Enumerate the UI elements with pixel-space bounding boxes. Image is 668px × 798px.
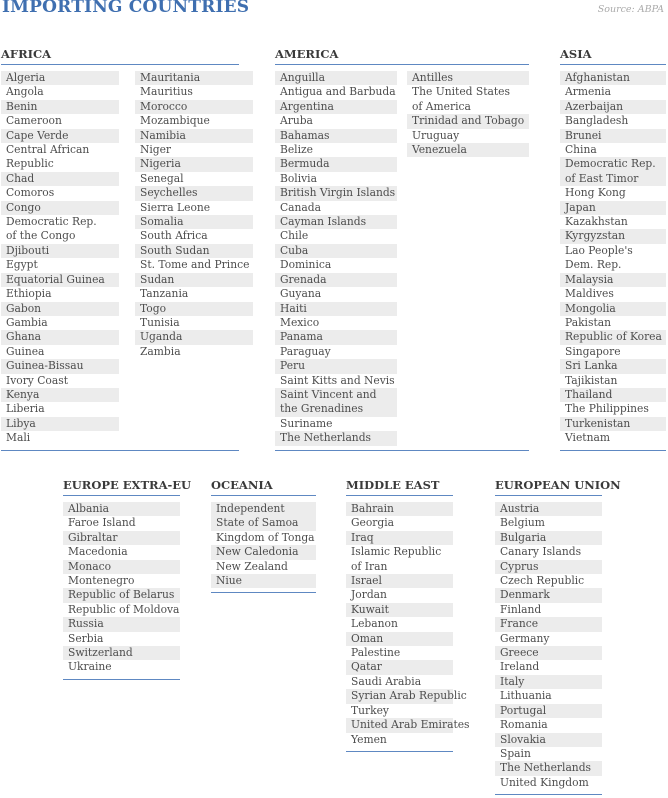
country-item: Armenia — [565, 85, 611, 99]
country-item: Gabon — [1, 302, 119, 316]
country-item: Saint Kitts and Nevis — [280, 373, 395, 387]
country-column — [275, 71, 397, 446]
region-top-rule — [1, 64, 239, 65]
country-item: Afghanistan — [560, 71, 666, 85]
country-item: Denmark — [495, 588, 602, 602]
country-item: Antigua and Barbuda — [280, 85, 396, 99]
country-item: Iraq — [346, 531, 453, 545]
region-title: MIDDLE EAST — [346, 478, 440, 492]
country-item: New Zealand — [216, 559, 288, 573]
country-item: China — [565, 143, 597, 157]
country-column — [63, 502, 180, 675]
region-top-rule — [275, 64, 529, 65]
region-bottom-rule — [346, 751, 453, 752]
country-item: Republic of Moldova — [68, 602, 180, 616]
country-item: Guinea-Bissau — [1, 359, 119, 373]
country-item: Sri Lanka — [560, 359, 666, 373]
country-item: Kenya — [1, 388, 119, 402]
country-item: Ireland — [500, 660, 540, 674]
country-item: Republic of Korea — [560, 330, 666, 344]
country-item: Togo — [135, 302, 253, 316]
country-item: Mozambique — [140, 114, 210, 128]
country-item: Macedonia — [68, 545, 128, 559]
country-item: Islamic Republic — [351, 545, 442, 559]
country-column — [346, 502, 470, 747]
country-item: Dem. Rep. — [565, 258, 622, 272]
country-item: Vietnam — [565, 431, 610, 445]
country-item: Anguilla — [275, 71, 397, 85]
country-item: Austria — [495, 502, 602, 516]
country-item: United Kingdom — [500, 775, 589, 789]
country-item: State of Samoa — [211, 516, 316, 530]
country-item: Tunisia — [140, 315, 180, 329]
region-title: ASIA — [560, 47, 592, 61]
country-item: Faroe Island — [68, 516, 136, 530]
country-item: Djibouti — [1, 244, 119, 258]
country-item: Saint Vincent and — [275, 388, 397, 402]
country-column — [495, 502, 602, 790]
country-item: Libya — [1, 417, 119, 431]
country-item: Yemen — [351, 732, 387, 746]
country-item: Kyrgyzstan — [560, 229, 666, 243]
country-item: Liberia — [6, 402, 45, 416]
country-item: Ghana — [1, 330, 119, 344]
country-item: Kuwait — [346, 603, 453, 617]
country-item: Benin — [1, 100, 119, 114]
country-item: of Iran — [351, 559, 388, 573]
country-item: Bulgaria — [495, 531, 602, 545]
region-bottom-rule — [211, 592, 316, 593]
country-item: Gibraltar — [63, 531, 180, 545]
country-item: St. Tome and Prince — [140, 258, 250, 272]
country-item: Albania — [63, 502, 180, 516]
country-item: Equatorial Guinea — [1, 273, 119, 287]
country-item: Belize — [280, 143, 313, 157]
country-item: Cayman Islands — [275, 215, 397, 229]
country-item: Namibia — [135, 129, 253, 143]
region-america — [275, 47, 529, 451]
country-item: Georgia — [351, 516, 395, 530]
country-item: Cameroon — [6, 114, 62, 128]
country-item: South Sudan — [135, 244, 253, 258]
country-item: Slovakia — [495, 733, 602, 747]
country-item: Jordan — [351, 588, 387, 602]
region-top-rule — [63, 495, 180, 496]
country-item: Cape Verde — [1, 129, 119, 143]
country-item: Bahrain — [346, 502, 453, 516]
region-title: AFRICA — [1, 47, 52, 61]
country-item: of the Congo — [6, 229, 76, 243]
country-item: Canada — [280, 200, 322, 214]
country-item: Lao People's — [565, 243, 633, 257]
region-middle-east — [346, 478, 470, 752]
country-item: Monaco — [63, 560, 180, 574]
region-title: AMERICA — [275, 47, 339, 61]
country-item: Switzerland — [63, 646, 180, 660]
country-item: Ivory Coast — [6, 373, 69, 387]
country-item: Cuba — [275, 244, 397, 258]
country-item: Bangladesh — [565, 114, 629, 128]
region-africa — [1, 47, 250, 451]
country-column — [1, 71, 119, 446]
region-top-rule — [346, 495, 453, 496]
region-bottom-rule — [495, 794, 602, 795]
country-item: Comoros — [6, 186, 55, 200]
country-item: Japan — [560, 201, 666, 215]
region-oceania — [211, 478, 316, 593]
country-item: Thailand — [560, 388, 666, 402]
country-item: Argentina — [275, 100, 397, 114]
country-item: Congo — [1, 201, 119, 215]
country-column — [211, 502, 316, 588]
country-item: Seychelles — [135, 186, 253, 200]
country-item: Maldives — [565, 287, 614, 301]
country-item: Guyana — [280, 287, 322, 301]
country-item: Uruguay — [412, 128, 460, 142]
country-item: Syrian Arab Republic — [346, 689, 453, 703]
country-item: Chile — [280, 229, 309, 243]
country-item: Mexico — [280, 315, 320, 329]
country-item: Central African — [6, 143, 90, 157]
country-item: The Philippines — [565, 402, 649, 416]
country-item: New Caledonia — [211, 545, 316, 559]
country-item: Azerbaijan — [560, 100, 666, 114]
country-column — [407, 71, 529, 446]
country-item: of America — [412, 99, 471, 113]
region-asia — [560, 47, 666, 451]
country-item: United Arab Emirates — [346, 718, 453, 732]
country-item: Egypt — [6, 258, 38, 272]
country-item: Mauritania — [135, 71, 253, 85]
country-item: Canary Islands — [500, 545, 582, 559]
country-item: Haiti — [275, 302, 397, 316]
country-item: Saudi Arabia — [351, 674, 422, 688]
country-item: Aruba — [280, 114, 313, 128]
country-item: Peru — [275, 359, 397, 373]
country-item: Somalia — [135, 215, 253, 229]
country-item: Niue — [211, 574, 316, 588]
country-item: France — [495, 617, 602, 631]
country-item: Lithuania — [500, 689, 552, 703]
region-top-rule — [560, 64, 666, 65]
country-item: Belgium — [500, 516, 545, 530]
country-item: Oman — [346, 632, 453, 646]
country-item: Tanzania — [140, 287, 189, 301]
region-bottom-rule — [1, 450, 239, 451]
country-item: Ukraine — [68, 660, 112, 674]
country-item: Ethiopia — [6, 287, 52, 301]
country-item: Chad — [1, 172, 119, 186]
country-item: Tajikistan — [565, 373, 618, 387]
country-item: Romania — [500, 718, 548, 732]
country-item: The Netherlands — [495, 761, 602, 775]
country-item: British Virgin Islands — [275, 186, 397, 200]
country-item: Italy — [495, 675, 602, 689]
country-item: South Africa — [140, 229, 208, 243]
country-item: the Grenadines — [275, 402, 397, 416]
country-item: Independent — [211, 502, 316, 516]
country-item: The Netherlands — [275, 431, 397, 445]
country-column — [560, 71, 666, 446]
region-europe-extra-eu — [63, 478, 192, 680]
country-item: Bermuda — [275, 157, 397, 171]
country-item: Qatar — [346, 660, 453, 674]
country-item: Singapore — [565, 344, 621, 358]
country-item: Russia — [63, 617, 180, 631]
country-item: Republic of Belarus — [63, 588, 180, 602]
country-item: Guinea — [6, 344, 45, 358]
country-item: Trinidad and Tobago — [407, 114, 529, 128]
country-item: Zambia — [140, 344, 181, 358]
country-item: Israel — [346, 574, 453, 588]
region-title: OCEANIA — [211, 478, 273, 492]
region-bottom-rule — [560, 450, 666, 451]
country-item: Paraguay — [280, 344, 331, 358]
country-item: Sierra Leone — [140, 200, 211, 214]
page-title: IMPORTING COUNTRIES — [2, 0, 250, 17]
country-item: Niger — [140, 143, 172, 157]
country-item: Malaysia — [560, 273, 666, 287]
country-column — [135, 71, 253, 446]
country-item: Portugal — [495, 704, 602, 718]
country-item: Brunei — [560, 129, 666, 143]
source-note: Source: ABPA — [597, 4, 664, 15]
region-top-rule — [495, 495, 602, 496]
country-item: Gambia — [6, 315, 48, 329]
country-item: Mali — [6, 431, 31, 445]
region-top-rule — [211, 495, 316, 496]
country-item: Serbia — [68, 631, 104, 645]
country-item: Mauritius — [140, 85, 193, 99]
country-item: The United States — [412, 85, 510, 99]
country-item: Lebanon — [351, 617, 398, 631]
country-item: Nigeria — [135, 157, 253, 171]
region-title: EUROPEAN UNION — [495, 478, 621, 492]
country-item: Morocco — [135, 100, 253, 114]
region-bottom-rule — [275, 450, 529, 451]
country-item: Bahamas — [275, 129, 397, 143]
country-item: Kingdom of Tonga — [216, 530, 315, 544]
country-item: Venezuela — [407, 143, 529, 157]
country-item: Turkey — [351, 703, 389, 717]
country-item: Angola — [6, 85, 44, 99]
country-item: Hong Kong — [565, 186, 626, 200]
country-item: of East Timor — [560, 172, 666, 186]
region-title: EUROPE EXTRA-EU — [63, 478, 192, 492]
country-item: Czech Republic — [500, 574, 585, 588]
region-european-union — [495, 478, 621, 795]
country-item: Greece — [495, 646, 602, 660]
country-item: Palestine — [351, 646, 401, 660]
country-item: Uganda — [135, 330, 253, 344]
region-bottom-rule — [63, 679, 180, 680]
country-item: Pakistan — [565, 315, 612, 329]
country-item: Democratic Rep. — [560, 157, 666, 171]
country-item: Suriname — [280, 416, 333, 430]
country-item: Spain — [500, 746, 531, 760]
country-item: Panama — [275, 330, 397, 344]
country-item: Algeria — [1, 71, 119, 85]
country-item: Republic — [6, 157, 54, 171]
country-item: Senegal — [140, 171, 184, 185]
country-item: Democratic Rep. — [6, 215, 97, 229]
country-item: Antilles — [407, 71, 529, 85]
country-item: Germany — [500, 631, 550, 645]
country-item: Montenegro — [68, 574, 135, 588]
country-item: Turkenistan — [560, 417, 666, 431]
country-item: Kazakhstan — [565, 215, 628, 229]
country-item: Grenada — [275, 273, 397, 287]
country-item: Dominica — [280, 258, 332, 272]
country-item: Sudan — [135, 273, 253, 287]
country-item: Bolivia — [280, 171, 317, 185]
country-item: Cyprus — [495, 560, 602, 574]
country-item: Finland — [500, 602, 542, 616]
country-item: Mongolia — [560, 302, 666, 316]
